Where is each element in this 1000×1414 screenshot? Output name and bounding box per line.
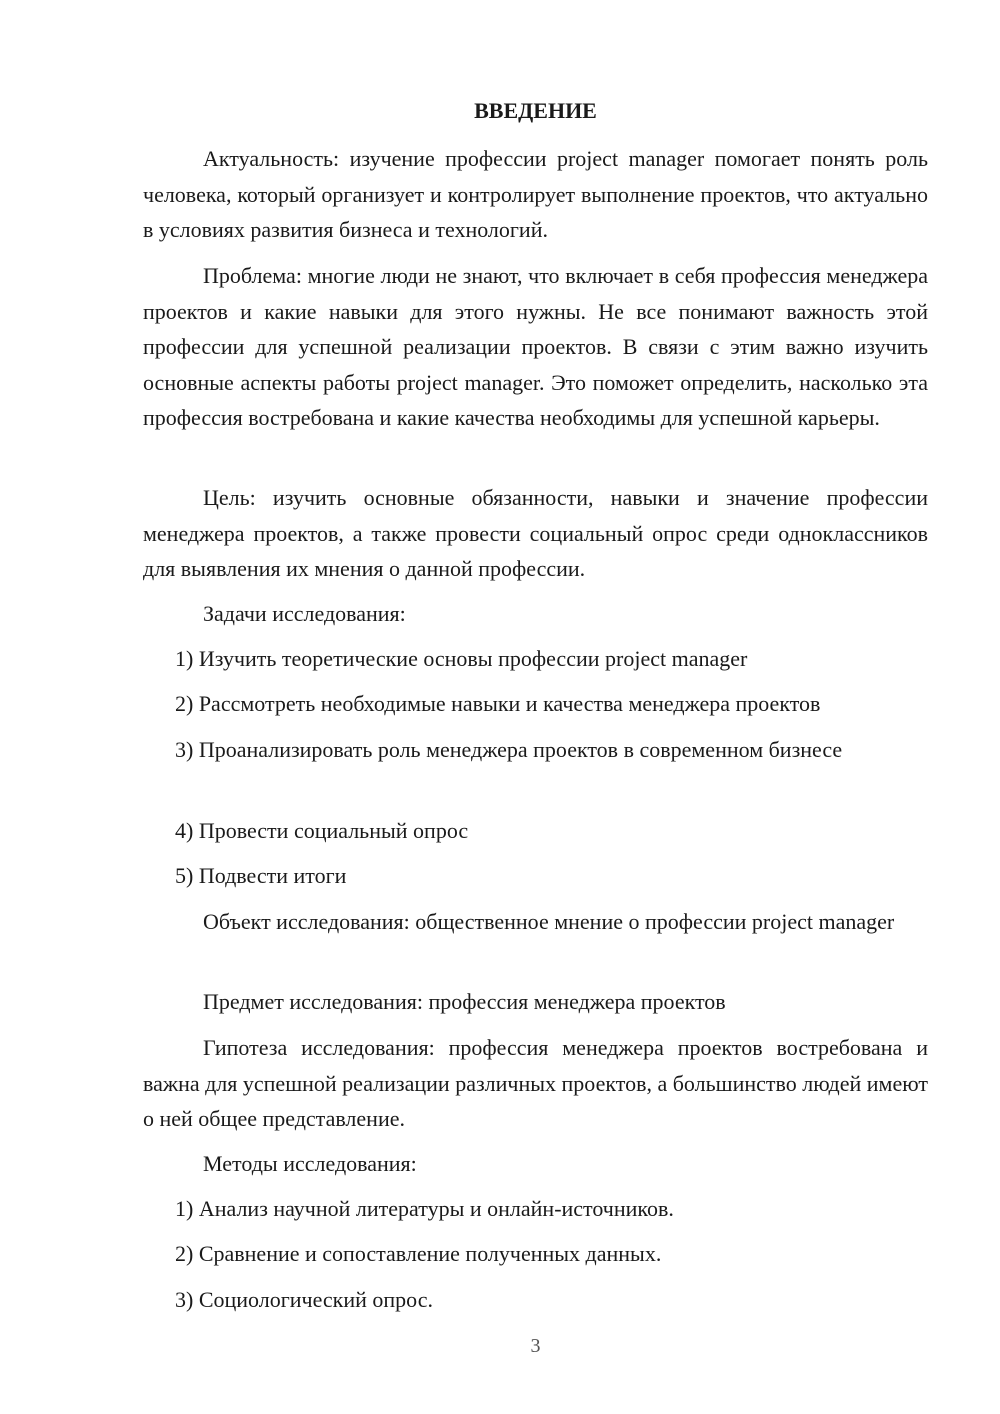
document-page [143, 0, 928, 1414]
subject-paragraph: Предмет исследования: профессия менеджера проектов [203, 989, 726, 1014]
methods-heading: Методы исследования: [203, 1151, 417, 1176]
task-item-4: 4) Провести социальный опрос [175, 818, 469, 843]
method-item-3: 3) Социологический опрос. [175, 1287, 433, 1312]
goal-paragraph: Цель: изучить основные обязанности, навыки и значение профессии менеджера проектов, а также провести социальный опрос среди одноклассников для выявления их мнения о данной профессии. [143, 485, 928, 581]
method-item-1: 1) Анализ научной литературы и онлайн-источников. [175, 1196, 674, 1221]
problem-paragraph: Проблема: многие люди не знают, что включает в себя профессия менеджера проектов и какие навыки для этого нужны. Не все понимают важность этой профессии для успешной реализации проектов. В связи с этим важно изучить основные аспекты работы project manager. Это поможет определить, насколько эта профессия востребована и какие качества необходимы для успешной карьеры. [143, 263, 928, 430]
tasks-heading: Задачи исследования: [203, 601, 406, 626]
task-item-1: 1) Изучить теоретические основы профессии project manager [175, 646, 748, 671]
hypothesis-paragraph: Гипотеза исследования: профессия менеджера проектов востребована и важна для успешной реализации различных проектов, а большинство людей имеют о ней общее представление. [143, 1035, 928, 1131]
task-item-3: 3) Проанализировать роль менеджера проектов в современном бизнесе [175, 737, 843, 762]
method-item-2: 2) Сравнение и сопоставление полученных данных. [175, 1241, 662, 1266]
page-number: 3 [530, 1335, 541, 1357]
object-paragraph: Объект исследования: общественное мнение о профессии project manager [203, 909, 895, 934]
task-item-5: 5) Подвести итоги [175, 863, 347, 888]
task-item-2: 2) Рассмотреть необходимые навыки и качества менеджера проектов [175, 691, 821, 716]
page-title: ВВЕДЕНИЕ [474, 98, 597, 123]
relevance-paragraph: Актуальность: изучение профессии project manager помогает понять роль человека, который организует и контролирует выполнение проектов, что актуально в условиях развития бизнеса и технологий. [143, 146, 928, 242]
